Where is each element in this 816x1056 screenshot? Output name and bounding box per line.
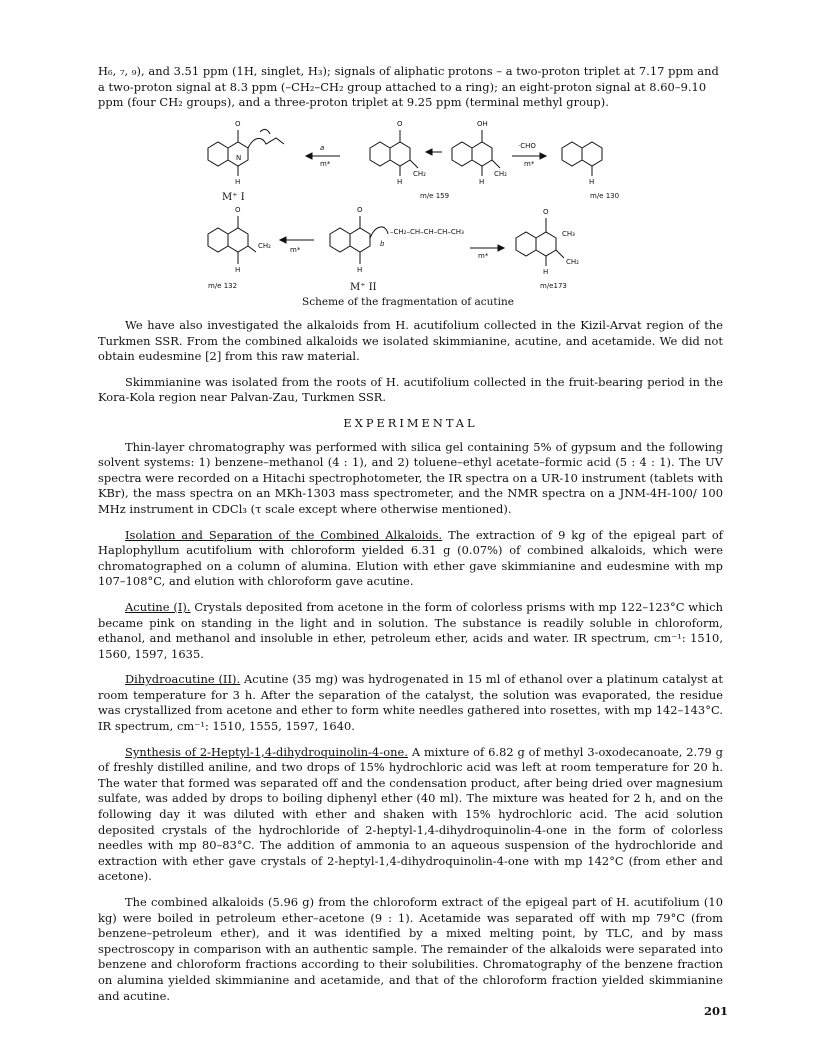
dihydroacutine-body: Acutine (35 mg) was hydrogenated in 15 ml of ethanol over a platinum catalyst at room temperature for 3 h. After the separation of the catalyst, the solution was evaporated, the residue was crystallized from acetone and ether to form white needles gathered into rosettes, with mp 142–143°C. IR spectrum, cm⁻¹: 1510, 1555, 1597, 1640. xyxy=(98,672,723,734)
subheading-isolation: Isolation and Separation of the Combined Alkaloids. xyxy=(125,527,443,542)
subheading-synthesis: Synthesis of 2-Heptyl-1,4-dihydroquinolin-4-one. xyxy=(125,744,409,759)
paragraph-synthesis xyxy=(98,745,723,885)
label-mstar-1: m* xyxy=(320,160,331,168)
label-H-173: H xyxy=(543,268,549,276)
label-CH2-132: CH₂ xyxy=(258,242,271,250)
label-H-OH: H xyxy=(479,178,485,186)
paragraph-acutine xyxy=(98,600,723,662)
label-M-I: M⁺ I xyxy=(222,192,245,203)
subheading-dihydroacutine: Dihydroacutine (II). xyxy=(125,672,241,687)
label-b: b xyxy=(380,240,385,248)
label-O-159: O xyxy=(397,120,403,128)
label-N-I: N xyxy=(236,154,242,162)
label-H-II: H xyxy=(357,266,363,274)
label-CH2-173: CH₂ xyxy=(566,258,579,266)
label-mz132: m/e 132 xyxy=(208,282,238,290)
synthesis-body: A mixture of 6.82 g of methyl 3-oxodecanoate, 2.79 g of freshly distilled aniline, and two drops of 15% hydrochloric acid was left at room temperature for 20 h. The water that formed was separated off and the condensation product, after being dried over magnesium sulfate, was added by drops to boiling diphenyl ether (40 ml). The mixture was heated for 2 h, and on the following day it was diluted with ether and shaken with 15% hydrochloric acid. The acid solution deposited crystals of the hydrochloride of 2-heptyl-1,4-dihydroquinolin-4-one in the form of colorless needles with mp 80–83°C. The addition of ammonia to an aqueous suspension of the hydrochloride and extraction with ether gave crystals of 2-heptyl-1,4-dihydroquinolin-4-one with mp 142°C (from ether and acetone). xyxy=(98,744,723,884)
label-CH3-173: CH₃ xyxy=(562,230,575,238)
label-O-173: O xyxy=(543,208,549,216)
label-CH2-OH: CH₂ xyxy=(494,170,507,178)
label-mz130: m/e 130 xyxy=(590,192,620,200)
paragraph-isolation xyxy=(98,528,723,590)
label-H-130: H xyxy=(589,178,595,186)
label-CHO: ·CHO xyxy=(518,142,536,150)
intro-line-3: ppm (four CH₂ groups), and a three-proton triplet at 9.25 ppm (terminal methyl group). xyxy=(98,95,609,110)
label-mstar-4: m* xyxy=(478,252,489,260)
label-CH2-159: CH₂ xyxy=(413,170,426,178)
label-O-132: O xyxy=(235,206,241,214)
fragmentation-scheme xyxy=(180,112,650,312)
paragraph-methods: Thin-layer chromatography was performed with silica gel containing 5% of gypsum and the following solvent systems: 1) benzene–methanol (4 : 1), and 2) toluene–ethyl acetate–formic acid (5 : 4 : 1). The UV spectra were recorded on a Hitachi spectrophotometer, the IR spectra on a UR-10 instrument (tablets with KBr), the mass spectra on an MKh-1303 mass spectrometer, and the NMR spectra on a JNM-4H-100/ 100 MHz instrument in CDCl₃ (τ scale except where otherwise mentioned). xyxy=(98,439,723,516)
label-mz173: m/e173 xyxy=(540,282,567,290)
label-mz159: m/e 159 xyxy=(420,192,450,200)
label-a: a xyxy=(320,144,325,152)
benzene-ring-I xyxy=(208,142,228,166)
acutine-body: Crystals deposited from acetone in the form of colorless prisms with mp 122–123°C which became pink on standing in the light and in solution. The substance is readily soluble in chloroform, ethanol, and methanol and insoluble in ether, petroleum ether, acids and water. IR spectrum, cm⁻¹: 1510, 1560, 1597, 1635. xyxy=(98,599,724,661)
label-H-I: H xyxy=(235,178,241,186)
paragraph-alkaloids-kizil-arvat: We have also investigated the alkaloids from H. acutifolium collected in the Kizil-Arvat region of the Turkmen SSR. From the combined alkaloids we isolated skimmianine, acutine, and acetamide. We did not obtain eudesmine [2] from this raw material. xyxy=(98,318,723,364)
label-chain: –CH₂–CH–CH–CH–CH₃ xyxy=(390,228,464,236)
label-OH: OH xyxy=(477,120,488,128)
label-mstar-2: m* xyxy=(524,160,535,168)
intro-line-2: a two-proton signal at 8.3 ppm (–CH₂–CH₂ group attached to a ring); an eight-proton signal at 8.60–9.10 xyxy=(98,79,707,94)
body-text xyxy=(98,318,723,1004)
section-heading-experimental: EXPERIMENTAL xyxy=(343,415,478,430)
label-O-II: O xyxy=(357,206,363,214)
label-H-132: H xyxy=(235,266,241,274)
label-O-I: O xyxy=(235,120,241,128)
label-M-II: M⁺ II xyxy=(350,282,377,293)
intro-line-1: H₆, ₇, ₉), and 3.51 ppm (1H, singlet, H₃); signals of aliphatic protons – a two-proton triplet at 7.17 ppm and xyxy=(98,64,719,78)
paragraph-skimmianine-roots: Skimmianine was isolated from the roots of H. acutifolium collected in the fruit-bearing period in the Kora-Kola region near Palvan-Zau, Turkmen SSR. xyxy=(98,374,723,405)
paragraph-dihydroacutine xyxy=(98,672,723,734)
paragraph-combined-alkaloids: The combined alkaloids (5.96 g) from the chloroform extract of the epigeal part of H. acutifolium (10 kg) were boiled in petroleum ether–acetone (9 : 1). Acetamide was separated off with mp 79°C (from benzene–petroleum ether), and it was identified by a mixed melting point, by TLC, and by mass spectroscopy in comparison with an authentic sample. The remainder of the alkaloids were separated into benzene and chloroform fractions according to their solubilities. Chromatography of the benzene fraction on alumina yielded skimmianine and acetamide, and that of the chloroform fraction yielded skimmianine and acutine. xyxy=(98,895,723,1003)
subheading-acutine: Acutine (I). xyxy=(125,599,191,614)
scheme-caption: Scheme of the fragmentation of acutine xyxy=(302,296,514,308)
label-H-159: H xyxy=(397,178,403,186)
page-number: 201 xyxy=(704,1004,729,1018)
isolation-body: The extraction of 9 kg of the epigeal part of Haplophyllum acutifolium with chloroform yielded 6.31 g (0.07%) of combined alkaloids, which were chromatographed on a column of alumina. Elution with ether gave skimmianine and eudesmine with mp 107–108°C, and elution with chloroform gave acutine. xyxy=(98,527,723,589)
label-mstar-3: m* xyxy=(290,246,301,254)
intro-text xyxy=(98,64,723,111)
